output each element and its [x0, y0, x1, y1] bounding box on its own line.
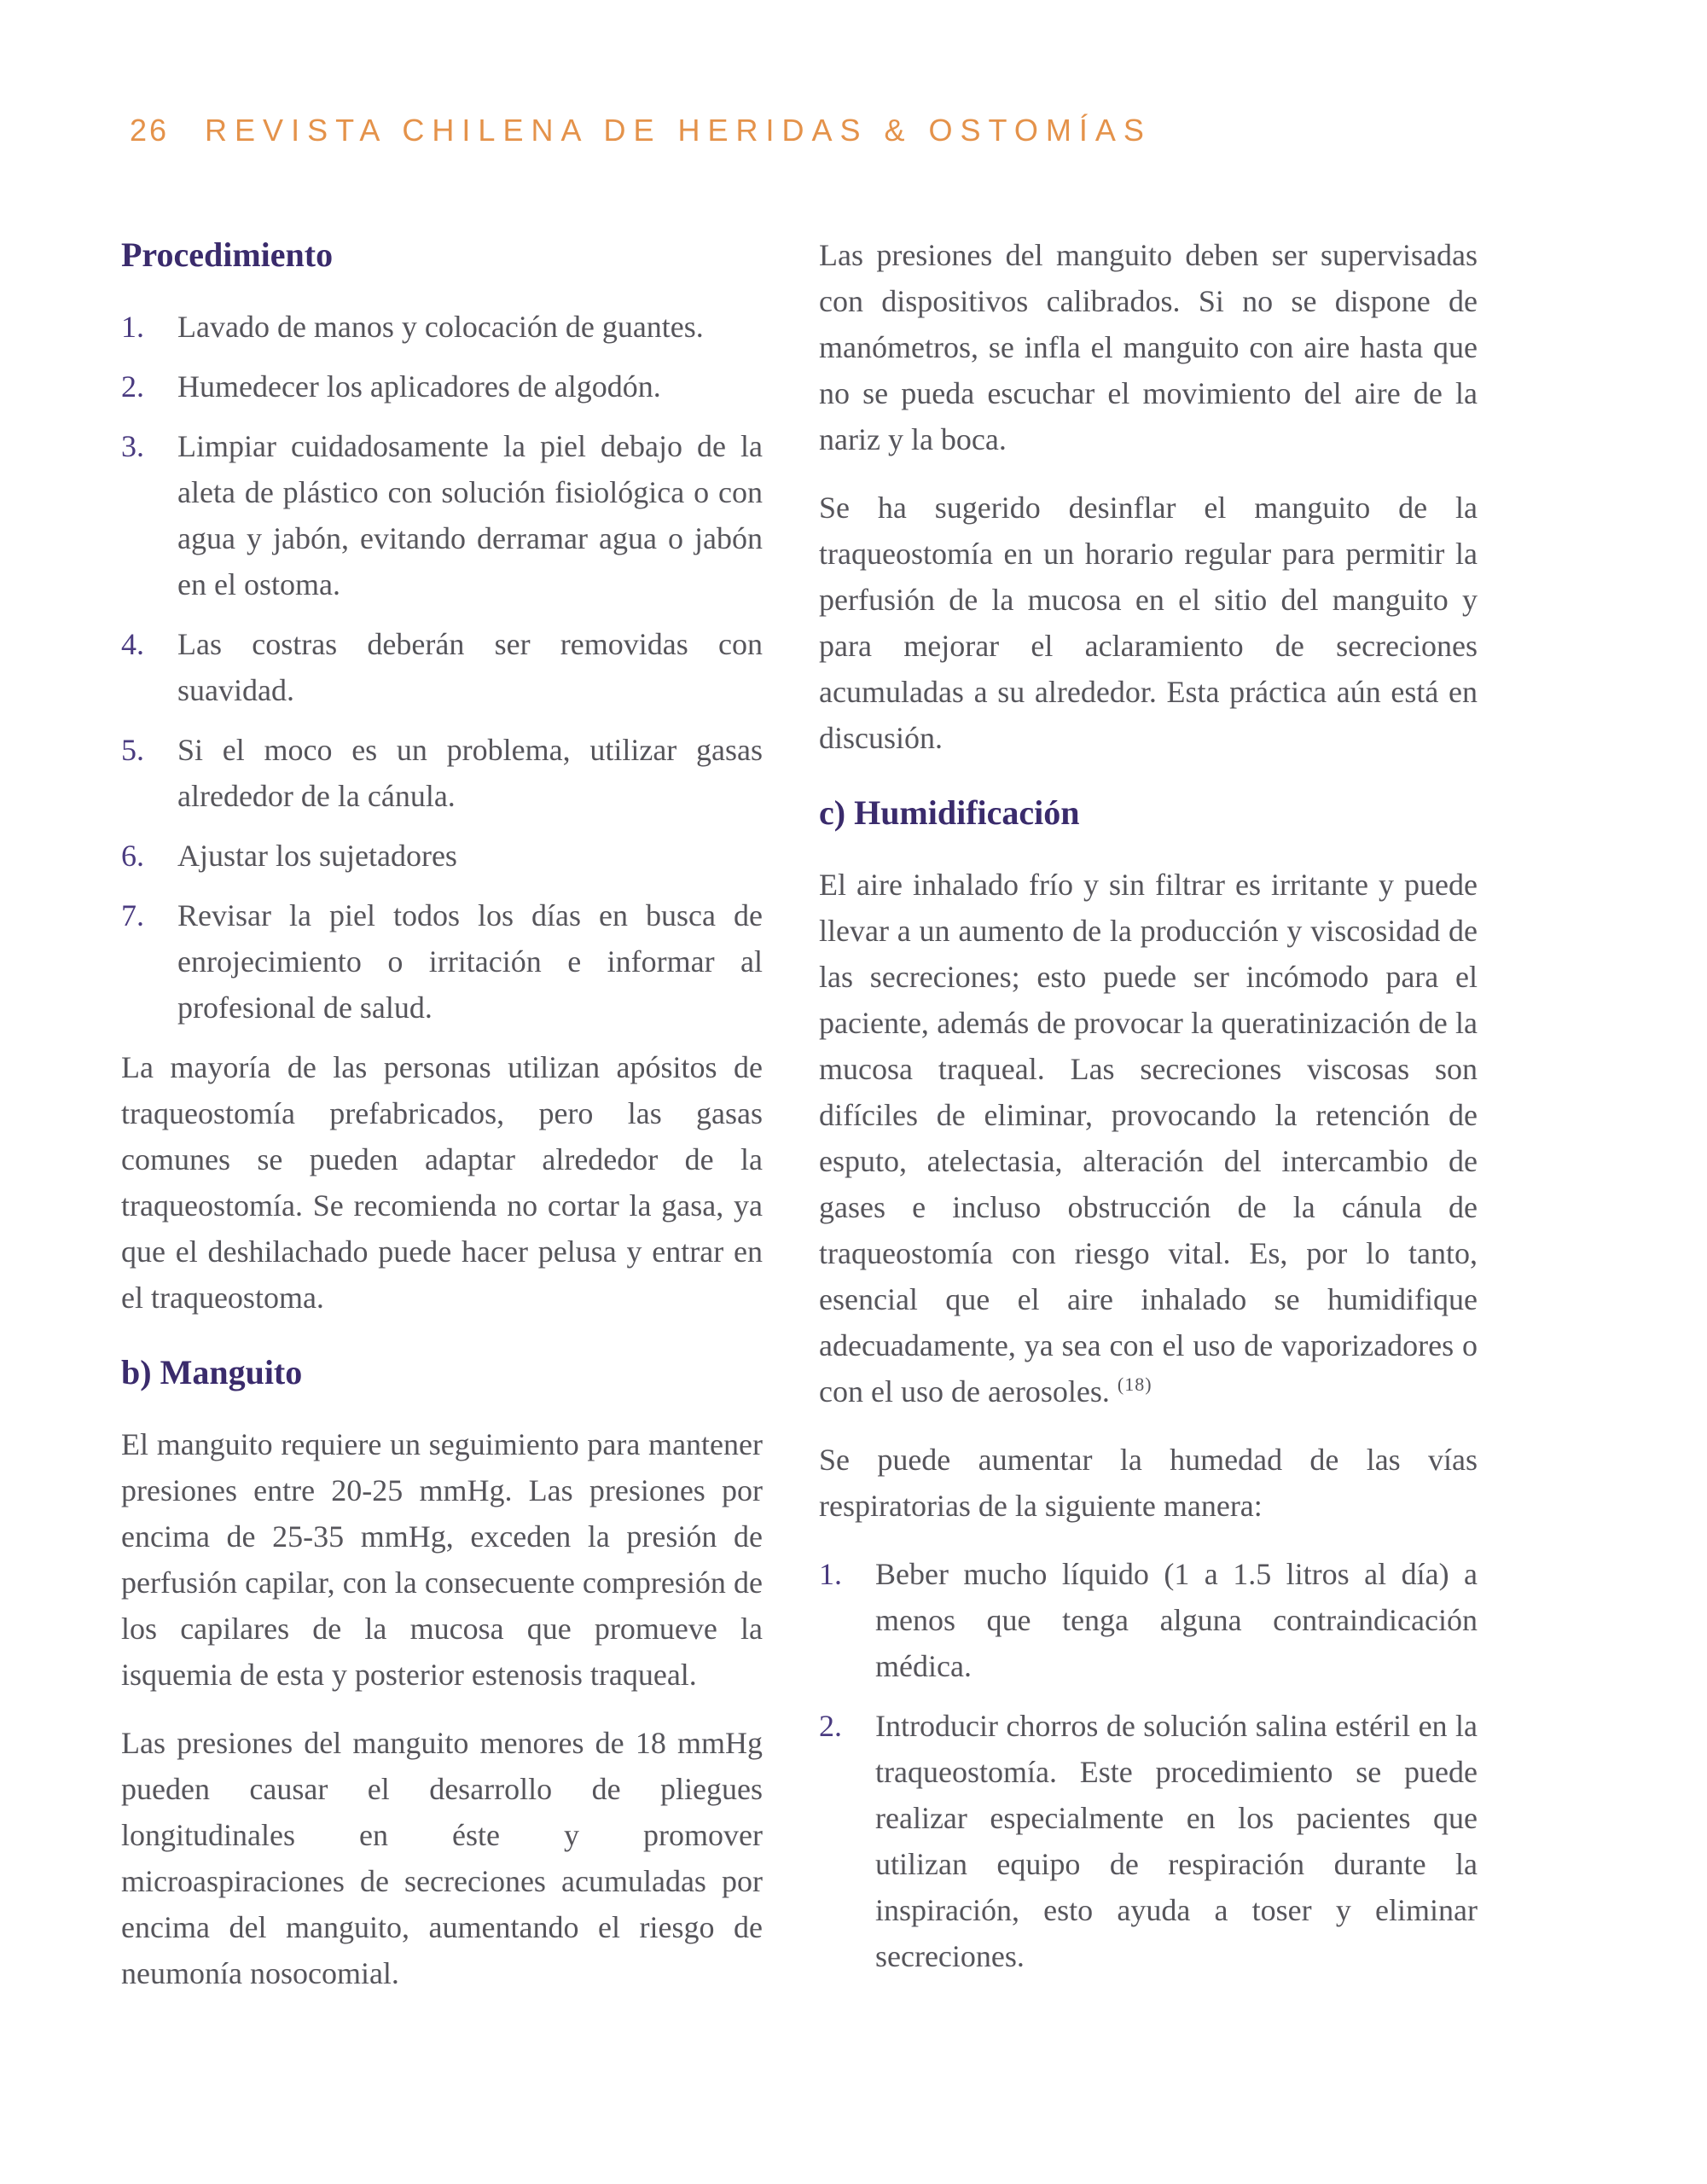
step-text: Si el moco es un problema, utilizar gasas alrededor de la cánula. [177, 733, 763, 813]
step-number: 1. [819, 1557, 842, 1591]
paragraph-cuff-pressure: El manguito requiere un seguimiento para mantener presiones entre 20-25 mmHg. Las presiones por encima de 25-35 mmHg, exceden la presión de perfusión capilar, con la consecuente compresión de los capilares de la mucosa que promueve la isquemia de esta y posterior estenosis traqueal. [121, 1427, 763, 1692]
step-number: 1. [121, 310, 144, 344]
step-text: Introducir chorros de solución salina estéril en la traqueostomía. Este procedimiento se puede realizar especialmente en los pacientes que utilizan equipo de respiración durante la inspiración, esto ayuda a toser y eliminar secreciones. [875, 1709, 1478, 1973]
procedure-steps-list [121, 304, 763, 1031]
paragraph-low-pressure: Las presiones del manguito menores de 18 mmHg pueden causar el desarrollo de pliegues longitudinales en éste y promover microaspiraciones de secreciones acumuladas por encima del manguito, aumentando el riesgo de neumonía nosocomial. [121, 1726, 763, 1990]
procedure-step-item [121, 363, 763, 410]
step-number: 5. [121, 733, 144, 767]
step-number: 4. [121, 627, 144, 661]
step-text: Limpiar cuidadosamente la piel debajo de la aleta de plástico con solución fisiológica o con agua y jabón, evitando derramar agua o jabón en el ostoma. [177, 429, 763, 601]
paragraph-deflation: Se ha sugerido desinflar el manguito de la traqueostomía en un horario regular para permitir la perfusión de la mucosa en el sitio del manguito y para mejorar el aclaramiento de secreciones acumuladas a su alrededor. Esta práctica aún está en discusión. [819, 491, 1478, 755]
step-text: Ajustar los sujetadores [177, 839, 457, 873]
step-number: 7. [121, 898, 144, 932]
humidity-step-item [819, 1551, 1478, 1689]
procedure-step-item [121, 892, 763, 1031]
procedure-step-item [121, 833, 763, 879]
humidity-step-item [819, 1703, 1478, 1979]
step-number: 2. [819, 1709, 842, 1743]
paragraph-humidification-text: El aire inhalado frío y sin filtrar es irritante y puede llevar a un aumento de la producción y viscosidad de las secreciones; esto puede ser incómodo para el paciente, además de provocar la queratinización de la mucosa traqueal. Las secreciones viscosas son difíciles de eliminar, provocando la retención de esputo, atelectasia, alteración del intercambio de gases e incluso obstrucción de la cánula de traqueostomía con riesgo vital. Es, por lo tanto, esencial que el aire inhalado se humidifique adecuadamente, ya sea con el uso de vaporizadores o con el uso de aerosoles. [819, 868, 1478, 1409]
section-heading-procedimiento: Procedimiento [121, 235, 334, 274]
citation-superscript: (18) [1117, 1374, 1153, 1395]
procedure-step-item [121, 423, 763, 607]
left-column [121, 232, 763, 2018]
step-number: 3. [121, 429, 144, 463]
running-head [130, 113, 1152, 148]
paragraph-dressings: La mayoría de las personas utilizan apósitos de traqueostomía prefabricados, pero las gasas comunes se pueden adaptar alrededor de la traqueostomía. Se recomienda no cortar la gasa, ya que el deshilachado puede hacer pelusa y entrar en el traqueostoma. [121, 1050, 763, 1315]
step-text: Humedecer los aplicadores de algodón. [177, 369, 661, 404]
paragraph-humidity-intro: Se puede aumentar la humedad de las vías respiratorias de la siguiente manera: [819, 1443, 1478, 1523]
step-number: 6. [121, 839, 144, 873]
subsection-heading-manguito: b) Manguito [121, 1353, 303, 1391]
step-text: Lavado de manos y colocación de guantes. [177, 310, 704, 344]
procedure-step-item [121, 621, 763, 713]
step-text: Revisar la piel todos los días en busca de enrojecimiento o irritación e informar al profesional de salud. [177, 898, 763, 1025]
step-text: Beber mucho líquido (1 a 1.5 litros al día) a menos que tenga alguna contraindicación médica. [875, 1557, 1478, 1683]
step-text: Las costras deberán ser removidas con suavidad. [177, 627, 763, 707]
subsection-heading-humidificacion: c) Humidificación [819, 793, 1080, 832]
page-number: 26 [130, 113, 170, 148]
journal-title: REVISTA CHILENA DE HERIDAS & OSTOMÍAS [205, 113, 1152, 148]
paragraph-humidification [819, 862, 1478, 1414]
procedure-step-item [121, 727, 763, 819]
humidity-steps-list [819, 1551, 1478, 1979]
step-number: 2. [121, 369, 144, 404]
paragraph-monitoring: Las presiones del manguito deben ser supervisadas con dispositivos calibrados. Si no se dispone de manómetros, se infla el manguito con aire hasta que no se pueda escuchar el movimiento del aire de la nariz y la boca. [819, 238, 1478, 456]
right-column [819, 232, 1478, 1993]
procedure-step-item [121, 304, 763, 350]
